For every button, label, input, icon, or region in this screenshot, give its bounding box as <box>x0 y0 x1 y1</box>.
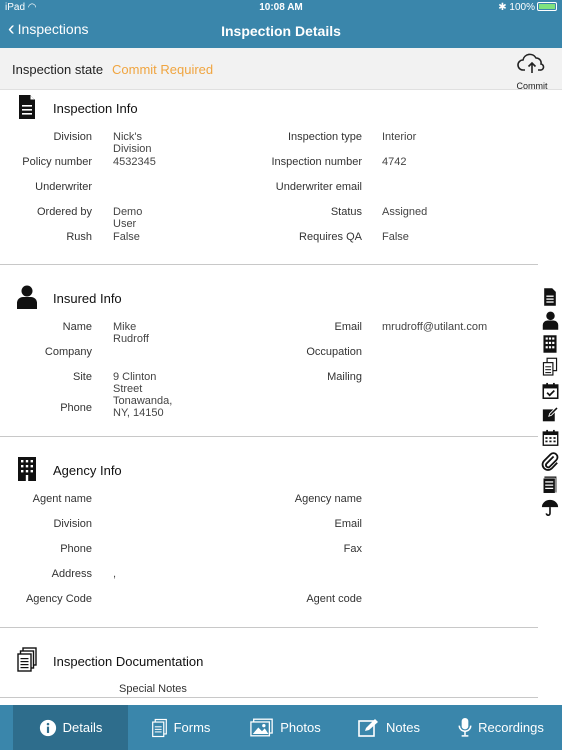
quick-nav-edit[interactable] <box>538 403 562 427</box>
quick-nav-coverage[interactable] <box>538 497 562 521</box>
inspection-state-value: Commit Required <box>112 62 214 77</box>
tab-label: Recordings <box>478 720 544 735</box>
tab-recordings[interactable] <box>440 705 562 750</box>
agency-phone-label: Phone <box>60 543 92 555</box>
list-icon <box>542 475 558 494</box>
agency-email-label: Email <box>334 518 362 530</box>
building-icon <box>542 334 558 354</box>
tab-details[interactable] <box>13 705 128 750</box>
division-label: Division <box>53 131 92 143</box>
special-notes-label: Special Notes <box>119 683 187 695</box>
quick-nav-schedule[interactable] <box>538 379 562 403</box>
tab-label: Forms <box>173 720 211 735</box>
documents-icon <box>16 647 38 673</box>
insured-phone-label: Phone <box>60 402 92 414</box>
site-line-1: 9 Clinton Street <box>113 371 157 395</box>
policy-number-label: Policy number <box>22 156 92 168</box>
agent-code-label: Agent code <box>306 593 362 605</box>
requires-qa-value: False <box>382 231 409 243</box>
tab-forms[interactable] <box>128 705 233 750</box>
tab-photos[interactable] <box>233 705 338 750</box>
quick-nav-attachments[interactable] <box>538 450 562 474</box>
forms-icon <box>151 718 168 738</box>
document-icon <box>542 287 558 307</box>
site-value <box>113 371 172 419</box>
ordered-by-label: Ordered by <box>36 206 92 218</box>
ordered-by-value: Demo User <box>113 206 143 230</box>
underwriter-label: Underwriter <box>35 181 92 193</box>
inspection-type-label: Inspection type <box>288 131 362 143</box>
company-label: Company <box>44 346 92 358</box>
quick-nav-inspection-info[interactable] <box>538 285 562 309</box>
tab-label: Photos <box>280 720 321 735</box>
tab-label: Details <box>62 720 103 735</box>
notes-icon <box>358 718 380 738</box>
quick-nav-agency-info[interactable] <box>538 332 562 356</box>
section-quick-nav <box>538 285 562 520</box>
calendar-check-icon <box>542 382 559 400</box>
commit-label: Commit <box>516 81 548 91</box>
person-icon <box>16 284 38 310</box>
inspection-info-header <box>0 94 562 124</box>
bottom-tab-bar <box>0 705 562 750</box>
mailing-label: Mailing <box>327 371 362 383</box>
page-title: Inspection Details <box>221 23 341 39</box>
agency-division-label: Division <box>53 518 92 530</box>
insured-info-title: Insured Info <box>53 291 122 306</box>
carrier-label: iPad ◠ <box>5 2 37 13</box>
site-line-2: Tonawanda, NY, 14150 <box>113 395 173 419</box>
calendar-icon <box>542 429 559 447</box>
division-value: Nick's Division <box>113 131 152 155</box>
paperclip-icon <box>541 451 559 471</box>
inspection-type-value: Interior <box>382 131 417 143</box>
insured-email-value: mrudroff@utilant.com <box>382 321 488 333</box>
edit-icon <box>542 406 559 423</box>
insured-name-value: Mike Rudroff <box>113 321 149 345</box>
section-divider <box>0 697 538 698</box>
person-icon <box>542 310 559 331</box>
inspection-documentation-header <box>0 647 562 677</box>
address-label: Address <box>51 568 92 580</box>
chevron-left-icon: ‹ <box>8 18 15 40</box>
requires-qa-label: Requires QA <box>299 231 362 243</box>
policy-number-value: 4532345 <box>113 156 156 168</box>
battery-icon <box>537 2 557 11</box>
bluetooth-icon: ✱ <box>498 2 507 13</box>
inspection-number-label: Inspection number <box>271 156 362 168</box>
umbrella-icon <box>541 499 559 517</box>
insured-name-label: Name <box>62 321 92 333</box>
status-bar <box>0 0 562 16</box>
status-label: Status <box>330 206 362 218</box>
fax-label: Fax <box>343 543 362 555</box>
agency-info-header <box>0 456 562 486</box>
underwriter-email-label: Underwriter email <box>275 181 362 193</box>
insured-email-label: Email <box>334 321 362 333</box>
commit-button[interactable] <box>514 52 550 91</box>
clock: 10:08 AM <box>259 2 303 13</box>
rush-value: False <box>113 231 140 243</box>
occupation-label: Occupation <box>306 346 362 358</box>
inspection-state-label: Inspection state <box>12 62 104 77</box>
inspection-number-value: 4742 <box>382 156 407 168</box>
battery-status: ✱ 100% <box>498 2 557 13</box>
back-label: Inspections <box>17 21 89 37</box>
info-icon <box>39 719 57 737</box>
cloud-upload-icon <box>517 52 547 76</box>
tab-label: Notes <box>386 720 420 735</box>
address-value: , <box>113 568 117 580</box>
microphone-icon <box>458 717 472 738</box>
inspection-info-title: Inspection Info <box>53 101 138 116</box>
agency-name-label: Agency name <box>294 493 362 505</box>
top-bar <box>0 0 562 48</box>
rush-label: Rush <box>66 231 92 243</box>
document-icon <box>16 94 38 120</box>
insured-info-header <box>0 284 562 314</box>
quick-nav-calendar[interactable] <box>538 426 562 450</box>
section-divider <box>0 264 538 265</box>
section-divider <box>0 627 538 628</box>
wifi-icon: ◠ <box>27 2 37 13</box>
quick-nav-list[interactable] <box>538 473 562 497</box>
quick-nav-documentation[interactable] <box>538 356 562 380</box>
photos-icon <box>250 718 274 737</box>
status-value: Assigned <box>382 206 428 218</box>
agency-info-title: Agency Info <box>53 463 122 478</box>
quick-nav-insured-info[interactable] <box>538 309 562 333</box>
tab-notes[interactable] <box>338 705 440 750</box>
inspection-state-bar <box>0 48 562 90</box>
building-icon <box>16 456 38 482</box>
section-divider <box>0 436 538 437</box>
documents-icon <box>542 357 558 377</box>
agent-name-label: Agent name <box>32 493 92 505</box>
agency-code-label: Agency Code <box>25 593 92 605</box>
inspection-documentation-title: Inspection Documentation <box>53 654 204 669</box>
site-label: Site <box>73 371 92 383</box>
